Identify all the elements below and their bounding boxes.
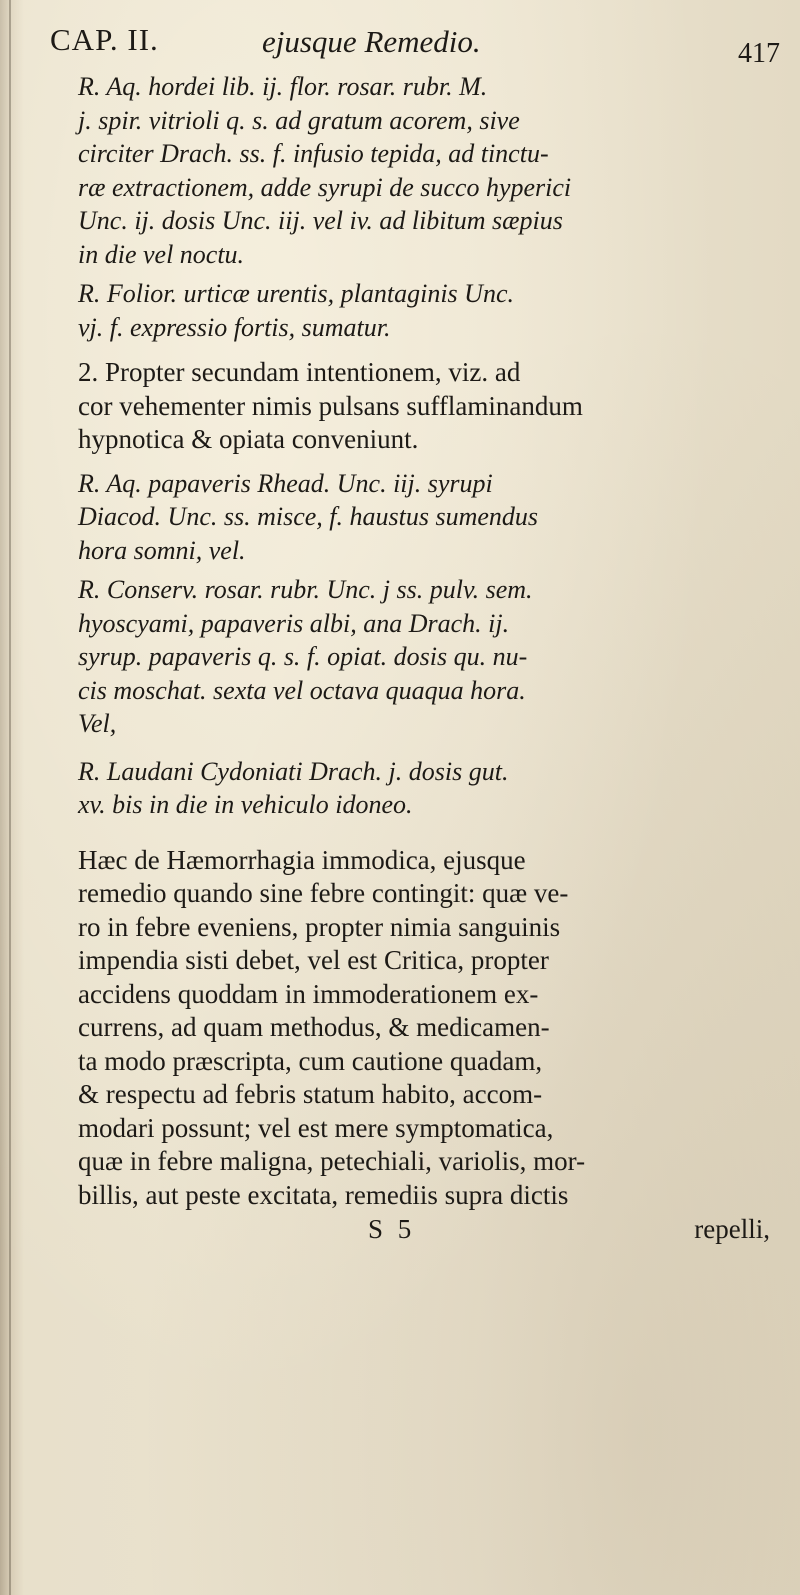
text-line: ræ extractionem, adde syrupi de succo hyperici — [78, 172, 572, 202]
text-line: accidens quoddam in immoderationem ex- — [78, 978, 539, 1009]
page-number: 417 — [738, 38, 780, 69]
running-title: ejusque Remedio. — [262, 24, 481, 59]
text-line: hypnotica & opiata conveniunt. — [78, 424, 419, 454]
text-line: Hæc de Hæmorrhagia immodica, ejusque — [78, 844, 526, 875]
text-line: R. Laudani Cydoniati Drach. j. dosis gut. — [78, 756, 509, 786]
text-line: Vel, — [78, 709, 117, 738]
text-line: R. Conserv. rosar. rubr. Unc. j ss. pulv. sem. — [78, 575, 533, 604]
text-line: hora somni, vel. — [78, 535, 246, 565]
text-line: j. spir. vitrioli q. s. ad gratum acorem, sive — [78, 105, 520, 135]
text-line: currens, ad quam methodus, & medicamen- — [78, 1012, 550, 1042]
prescription-2 — [50, 277, 780, 344]
text-line: billis, aut peste excitata, remediis supra dictis — [78, 1179, 569, 1210]
prescription-1 — [50, 70, 780, 271]
text-line: vj. f. expressio fortis, sumatur. — [78, 312, 391, 342]
text-line: cis moschat. sexta vel octava quaqua hora. — [78, 675, 526, 705]
text-line: quæ in febre maligna, petechiali, variolis, mor- — [78, 1146, 586, 1176]
running-header — [50, 18, 780, 70]
text-line: ta modo præscripta, cum cautione quadam, — [78, 1045, 543, 1076]
text-line: modari possunt; vel est mere symptomatica, — [78, 1112, 554, 1143]
text-line: in die vel noctu. — [78, 239, 245, 269]
prescription-5 — [50, 755, 780, 822]
catchword: repelli, — [694, 1214, 770, 1244]
paragraph-intention — [50, 356, 780, 457]
text-line: hyoscyami, papaveris albi, ana Drach. ij. — [78, 608, 510, 638]
text-line: R. Folior. urticæ urentis, plantaginis Unc. — [78, 279, 514, 308]
text-line: cor vehementer nimis pulsans sufflaminandum — [78, 390, 583, 421]
page-footer — [50, 1212, 780, 1252]
text-line: circiter Drach. ss. f. infusio tepida, ad tinctu- — [78, 139, 549, 168]
text-line: Diacod. Unc. ss. misce, f. haustus sumendus — [78, 502, 539, 531]
prescription-3 — [50, 467, 780, 568]
binding-gutter — [9, 0, 11, 1595]
text-line: syrup. papaveris q. s. f. opiat. dosis qu. nu- — [78, 642, 528, 671]
text-line: R. Aq. hordei lib. ij. flor. rosar. rubr. M. — [78, 72, 488, 101]
text-line: & respectu ad febris statum habito, accom- — [78, 1079, 543, 1109]
paragraph-haemorrhagia — [50, 844, 780, 1213]
signature-mark: S 5 — [368, 1214, 416, 1244]
text-line: xv. bis in die in vehiculo idoneo. — [78, 790, 413, 819]
text-line: ro in febre eveniens, propter nimia sanguinis — [78, 911, 561, 942]
text-line: 2. Propter secundam intentionem, viz. ad — [78, 357, 521, 387]
prescription-4 — [50, 573, 780, 741]
page-content — [50, 18, 780, 1252]
text-line: R. Aq. papaveris Rhead. Unc. iij. syrupi — [78, 468, 493, 498]
text-line: impendia sisti debet, vel est Critica, propter — [78, 945, 549, 975]
text-line: remedio quando sine febre contingit: quæ ve- — [78, 878, 569, 908]
chapter-label: CAP. II. — [50, 22, 159, 57]
text-line: Unc. ij. dosis Unc. iij. vel iv. ad libitum sæpius — [78, 206, 563, 235]
